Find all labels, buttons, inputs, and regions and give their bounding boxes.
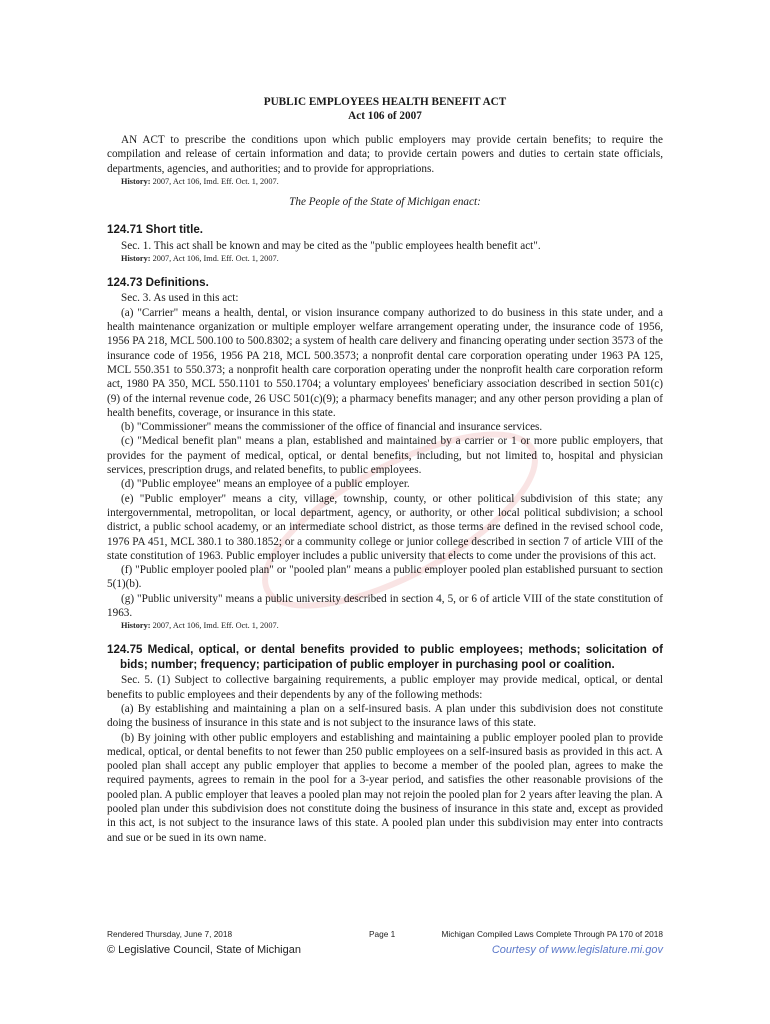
definition-f: (f) "Public employer pooled plan" or "pooled plan" means a public employer pooled plan established pursuant to section 5(1)(b). (107, 564, 663, 591)
subdivision-a: (a) By establishing and maintaining a plan on a self-insured basis. A plan under this subdivision does not constitute doing the business of insurance in this state and is not subject to the insurance laws of this state. (107, 702, 663, 730)
preamble-text: AN ACT to prescribe the conditions upon which public employers may provide certain benefits; to require the compilation and release of certain information and data; to provide certain powers and duties to certain state officials, departments, agencies, and authorities; and to provide for appropriations. (107, 134, 663, 175)
definition-b: (b) "Commissioner" means the commissioner of the office of financial and insurance services. (121, 421, 543, 434)
copyright-notice: © Legislative Council, State of Michigan (107, 944, 301, 956)
definition-g: (g) "Public university" means a public university described in section 4, 5, or 6 of article VIII of the state constitution of 1963. (107, 592, 663, 620)
history-label: History: (121, 176, 151, 186)
history-text: 2007, Act 106, Imd. Eff. Oct. 1, 2007. (150, 621, 279, 631)
section-heading-124-73: 124.73 Definitions. (107, 275, 209, 289)
definition-a: (a) "Carrier" means a health, dental, or vision insurance company authorized to do business in this state under, and a health maintenance organization or multiple employer welfare arrangement operating under, the insurance code of 1956, 1956 PA 218, MCL 500.100 to 500.8302; a system of health care delivery and financing operating under section 3573 of the insurance code of 1956, 1956 PA 218, MCL 500.3573; a nonprofit dental care corporation operating under 1963 PA 125, MCL 550.351 to 550.373; a nonprofit health care corporation operating under the nonprofit health care corporation reform act, 1980 PA 350, MCL 550.1101 to 550.1704; a voluntary employees' beneficiary association described in section 501(c)(9) of the internal revenue code, 26 USC 501(c)(9); a pharmacy benefits manager; and any other person providing a plan of health benefits, coverage, or insurance in this state. (107, 306, 663, 419)
history-label: History: (121, 253, 151, 263)
enacting-clause: The People of the State of Michigan enact: (289, 195, 481, 208)
rendered-date: Rendered Thursday, June 7, 2018 (107, 929, 233, 939)
definition-c: (c) "Medical benefit plan" means a plan, established and maintained by a carrier or 1 or more public employers, that provides for the payment of medical, optical, or dental benefits, including, but not limited to, hospital and physician services, prescription drugs, and related benefits, to public employees. (107, 435, 663, 477)
section-paragraph-1: Sec. 5. (1) Subject to collective bargaining requirements, a public employer may provide medical, optical, or dental benefits to public employees and their dependents by any of the following methods: (107, 674, 663, 701)
section-heading-124-71: 124.71 Short title. (107, 223, 204, 237)
definition-d: (d) "Public employee" means an employee of a public employer. (121, 478, 410, 491)
section-intro: Sec. 3. As used in this act: (121, 292, 239, 305)
page-number: Page 1 (369, 929, 396, 939)
compiled-through: Michigan Compiled Laws Complete Through PA 170 of 2018 (441, 929, 663, 939)
courtesy-link[interactable]: Courtesy of www.legislature.mi.gov (491, 944, 663, 956)
history-label: History: (121, 621, 151, 631)
subdivision-b: (b) By joining with other public employers and establishing and maintaining a public employer pooled plan to provide medical, optical, or dental benefits to not fewer than 250 public employees on a self-insured basis as provided in this act. A pooled plan shall accept any public employer that applies to become a member of the pooled plan, agrees to make the required payments, agrees to remain in the pool for a 3-year period, and satisfies the other reasonable provisions of the pooled plan. A public employer that leaves a pooled plan may not rejoin the pooled plan for 2 years after leaving the plan. A pooled plan under this subdivision does not constitute doing the business of insurance in this state and, except as provided in this act, is not subject to the insurance laws of this state. A pooled plan under this subdivision may enter into contracts and sue or be sued in its own name. (107, 731, 663, 844)
preamble-history (121, 176, 663, 188)
act-title: PUBLIC EMPLOYEES HEALTH BENEFIT ACT (263, 96, 507, 108)
act-number: Act 106 of 2007 (348, 110, 422, 122)
history-text: 2007, Act 106, Imd. Eff. Oct. 1, 2007. (150, 253, 279, 263)
definition-e: (e) "Public employer" means a city, village, township, county, or other political subdivision of this state; any intergovernmental, metropolitan, or local department, agency, or authority, or other local political subdivision; a school district, a public school academy, or an intermediate school district, as those terms are defined in the revised school code, 1976 PA 451, MCL 380.1 to 380.1852; or a community college or junior college described in section 7 of article VIII of the state constitution of 1963. Public employer includes a public university that elects to come under the provisions of this act. (107, 492, 663, 562)
history-text: 2007, Act 106, Imd. Eff. Oct. 1, 2007. (150, 176, 279, 186)
section-text: Sec. 1. This act shall be known and may be cited as the "public employees health benefit act". (121, 239, 541, 252)
section-history (121, 253, 663, 265)
document-page (107, 95, 663, 845)
section-heading-124-75: 124.75 Medical, optical, or dental benefits provided to public employees; methods; solicitation of bids; number; frequency; participation of public employer in purchasing pool or coalition. (107, 643, 663, 671)
section-history (121, 620, 663, 632)
